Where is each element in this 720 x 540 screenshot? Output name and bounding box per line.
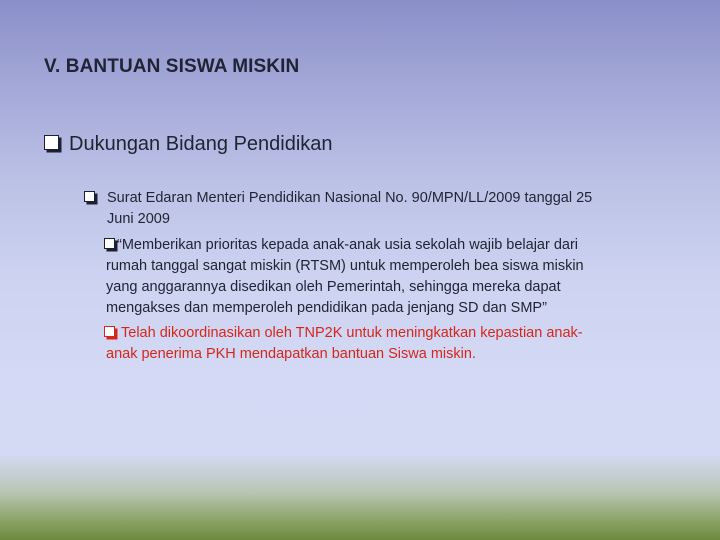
bullet-tnp2k-line2: anak penerima PKH mendapatkan bantuan Siswa miskin.	[106, 346, 476, 362]
bullet-surat-edaran-line1: Surat Edaran Menteri Pendidikan Nasional No. 90/MPN/LL/2009 tanggal 25	[107, 190, 593, 206]
slide-title: V. BANTUAN SISWA MISKIN	[44, 56, 300, 77]
bullet-quote-line4: mengakses dan memperoleh pendidikan pada jenjang SD dan SMP”	[106, 300, 547, 316]
bullet-surat-edaran	[84, 188, 684, 230]
bullet-surat-edaran-line2: Juni 2009	[107, 211, 170, 227]
bullet-tnp2k-line1: Telah dikoordinasikan oleh TNP2K untuk meningkatkan kepastian anak-	[121, 325, 583, 341]
bullet-quote	[104, 235, 674, 319]
bullet-quote-line1: “Memberikan prioritas kepada anak-anak usia sekolah wajib belajar dari	[117, 237, 579, 253]
section-heading-text: Dukungan Bidang Pendidikan	[69, 133, 333, 155]
square-bullet-icon	[104, 326, 115, 337]
square-bullet-icon	[104, 238, 115, 249]
bullet-quote-line3: yang anggarannya disedikan oleh Pemerintah, sehingga mereka dapat	[106, 279, 561, 295]
square-bullet-icon	[44, 135, 59, 150]
section-heading	[44, 133, 333, 156]
bullet-quote-line2: rumah tanggal sangat miskin (RTSM) untuk memperoleh bea siswa miskin	[106, 258, 584, 274]
bullet-tnp2k	[104, 323, 684, 365]
square-bullet-icon	[84, 191, 95, 202]
